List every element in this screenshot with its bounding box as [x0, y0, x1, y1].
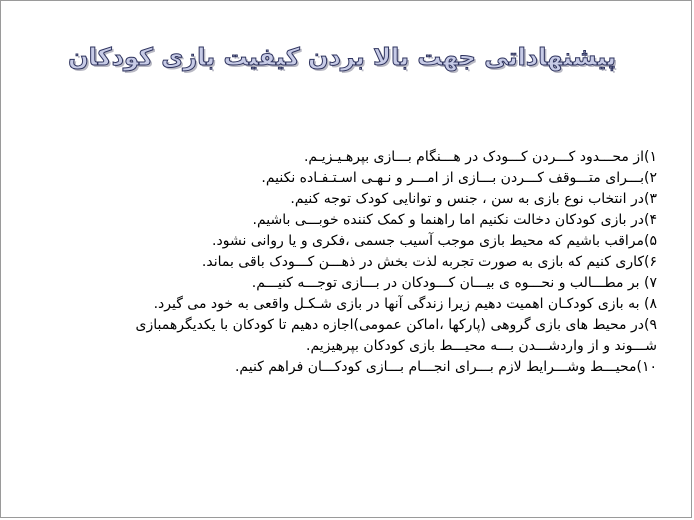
suggestion-list: [101, 147, 657, 378]
slide-title: پیشنهاداتی جهت بالا بردن کیفیت بازی کودکان: [68, 43, 616, 71]
list-item: ۸) به بازی کودکـان اهمیت دهیم زیرا زندگی آنها در بازی شـکـل واقعی به خود می گیرد.: [153, 296, 657, 312]
list-item: ۹)در محیط های بازی گروهی (پارکها ،اماکن عمومی)اجازه دهیم تا کودکان با یکدیگرهمبازی شـــوند و از واردشـــدن بـــه محیـــط بازی کودکان بپرهیزیم.: [135, 317, 657, 354]
list-item: ۷) بر مطـــالب و نحـــوه ی بیـــان کـــودکان در بـــازی توجـــه کنیـــم.: [251, 275, 657, 291]
list-item: ۶)کاری کنیم که بازی به صورت تجربه لذت بخش در ذهـــن کـــودک باقی بماند.: [201, 254, 657, 270]
list-item: ۱)از محـــدود کـــردن کـــودک در هـــنگام بـــازی بپرهـیـزیـم.: [303, 149, 657, 165]
list-item: ۲)بـــرای متـــوقف کـــردن بـــازی از امـــر و نـهـی اسـتـفـاده نکنیم.: [261, 170, 657, 186]
list-item: ۴)در بازی کودکان دخالت نکنیم اما راهنما و کمک کننده خوبـــی باشیم.: [252, 212, 657, 228]
list-item: ۳)در انتخاب نوع بازی به سن ، جنس و توانایی کودک توجه کنیم.: [290, 191, 657, 207]
list-item: ۱۰)محیـــط وشـــرایط لازم بـــرای انجـــام بـــازی کودکـــان فراهم کنیم.: [234, 359, 657, 375]
list-item: ۵)مراقب باشیم که محیط بازی موجب آسیب جسمی ،فکری و یا روانی نشود.: [212, 233, 657, 249]
